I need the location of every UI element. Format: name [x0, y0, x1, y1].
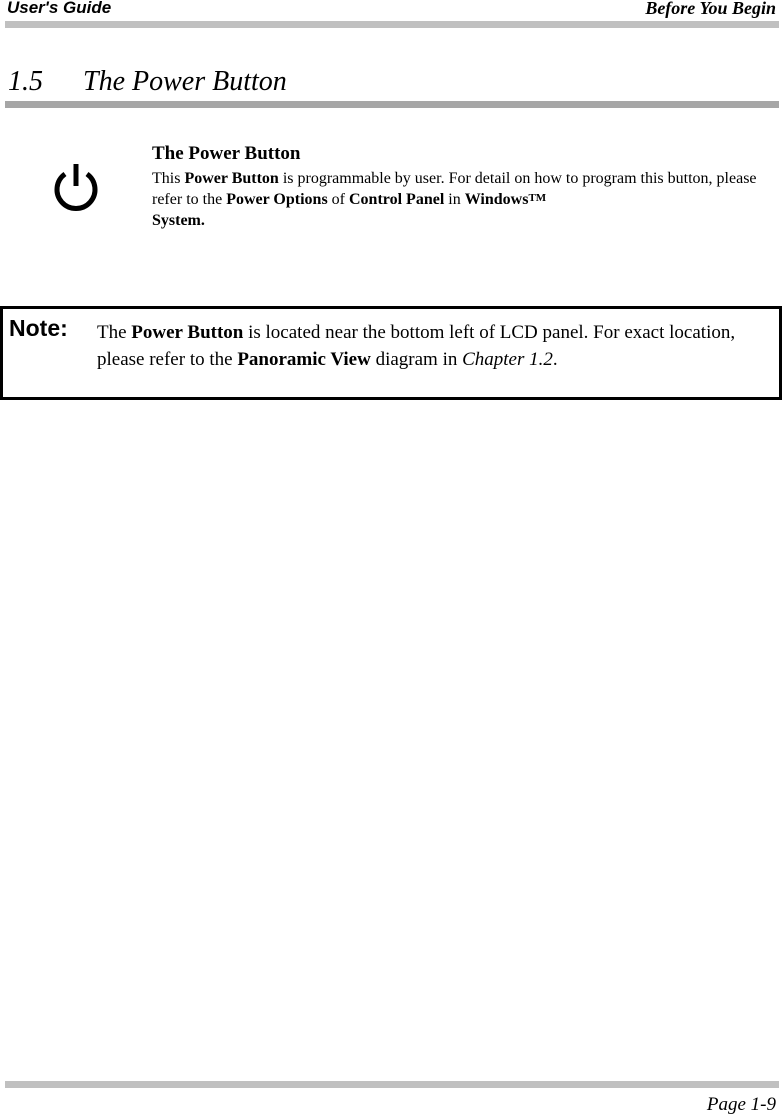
- header-right-title: Before You Begin: [645, 0, 776, 18]
- header-left-title: User's Guide: [7, 0, 112, 17]
- note-box: [0, 306, 782, 400]
- note-text-1: The: [97, 322, 132, 343]
- pb-text-1: This: [152, 170, 185, 187]
- note-text-4: .: [552, 349, 558, 370]
- pb-bold-control-panel: Control Panel: [349, 191, 445, 208]
- section-divider: [5, 101, 779, 108]
- section-title: The Power Button: [83, 66, 287, 97]
- pb-text-2: is programmable by user. For detail on how to program this button, please refer to the: [152, 170, 757, 208]
- pb-text-3: of: [327, 191, 349, 208]
- note-bold-panoramic-view: Panoramic View: [237, 349, 371, 370]
- pb-bold-power-options: Power Options: [226, 191, 328, 208]
- page-number: Page 1-9: [706, 1094, 776, 1115]
- pb-bold-power-button: Power Button: [184, 170, 279, 187]
- pb-bold-windows: Windows: [464, 191, 529, 208]
- footer-divider: [5, 1081, 779, 1088]
- note-text-3: diagram in: [370, 349, 463, 370]
- section-number: 1.5: [8, 66, 43, 97]
- note-bold-power-button: Power Button: [131, 322, 244, 343]
- note-text-2: is located near the bottom left of LCD panel. For exact location, please refer to the: [97, 322, 736, 370]
- pb-text-4: in: [444, 191, 465, 208]
- section-heading: [8, 66, 287, 98]
- power-icon: [52, 162, 100, 214]
- header-divider: [5, 21, 779, 28]
- note-text: [97, 319, 757, 373]
- note-chapter-reference: Chapter 1.2: [462, 349, 553, 370]
- power-button-heading: The Power Button: [152, 143, 301, 164]
- pb-trademark: TM: [528, 192, 547, 204]
- pb-bold-system: System.: [152, 212, 205, 229]
- note-label: Note:: [9, 315, 68, 341]
- power-button-description: [152, 168, 762, 231]
